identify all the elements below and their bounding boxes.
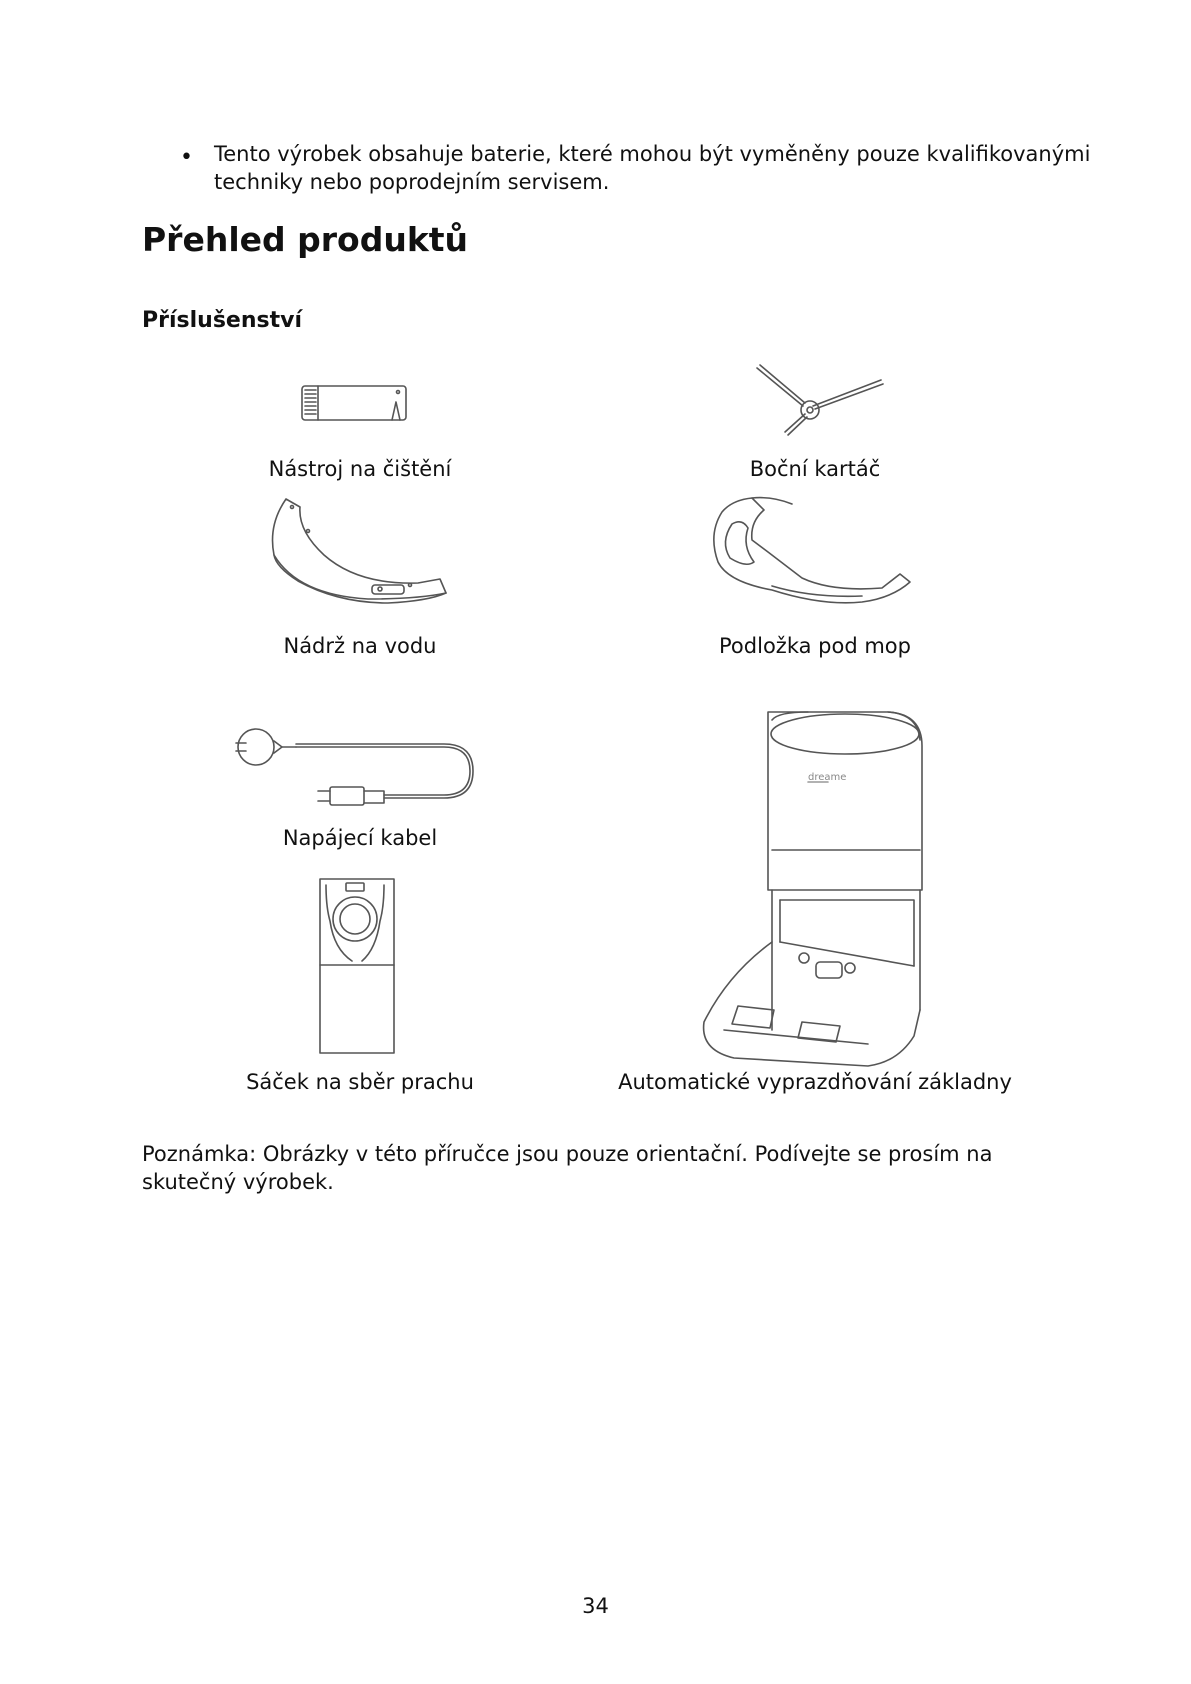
- section-heading: Přehled produktů: [142, 220, 469, 259]
- page-number: 34: [582, 1594, 609, 1618]
- bullet-text: Tento výrobek obsahuje baterie, které mohou být vyměněny pouze kvalifikovanými techniky nebo poprodejním servisem.: [214, 142, 1091, 194]
- cleaning-tool-icon: [300, 382, 412, 422]
- base-brand-logo: dreame: [808, 772, 847, 783]
- side-brush-icon: [755, 362, 885, 442]
- note-text: Poznámka: Obrázky v této příručce jsou pouze orientační. Podívejte se prosím na skutečný výrobek.: [142, 1142, 993, 1194]
- caption-side-brush: Boční kartáč: [749, 457, 881, 481]
- auto-empty-base-icon: [698, 710, 924, 1066]
- caption-auto-empty-base: Automatické vyprazdňování základny: [618, 1070, 1012, 1094]
- caption-power-cable: Napájecí kabel: [282, 826, 438, 850]
- subsection-heading: Příslušenství: [142, 308, 302, 333]
- caption-mop-pad: Podložka pod mop: [719, 634, 911, 658]
- dust-bag-icon: [316, 877, 398, 1055]
- caption-dust-bag: Sáček na sběr prachu: [246, 1070, 474, 1094]
- bullet-marker: •: [180, 145, 193, 170]
- mop-pad-icon: [712, 494, 912, 614]
- water-tank-icon: [268, 495, 450, 605]
- caption-cleaning-tool: Nástroj na čištění: [268, 457, 452, 481]
- power-cable-icon: [234, 725, 474, 807]
- caption-water-tank: Nádrž na vodu: [283, 634, 437, 658]
